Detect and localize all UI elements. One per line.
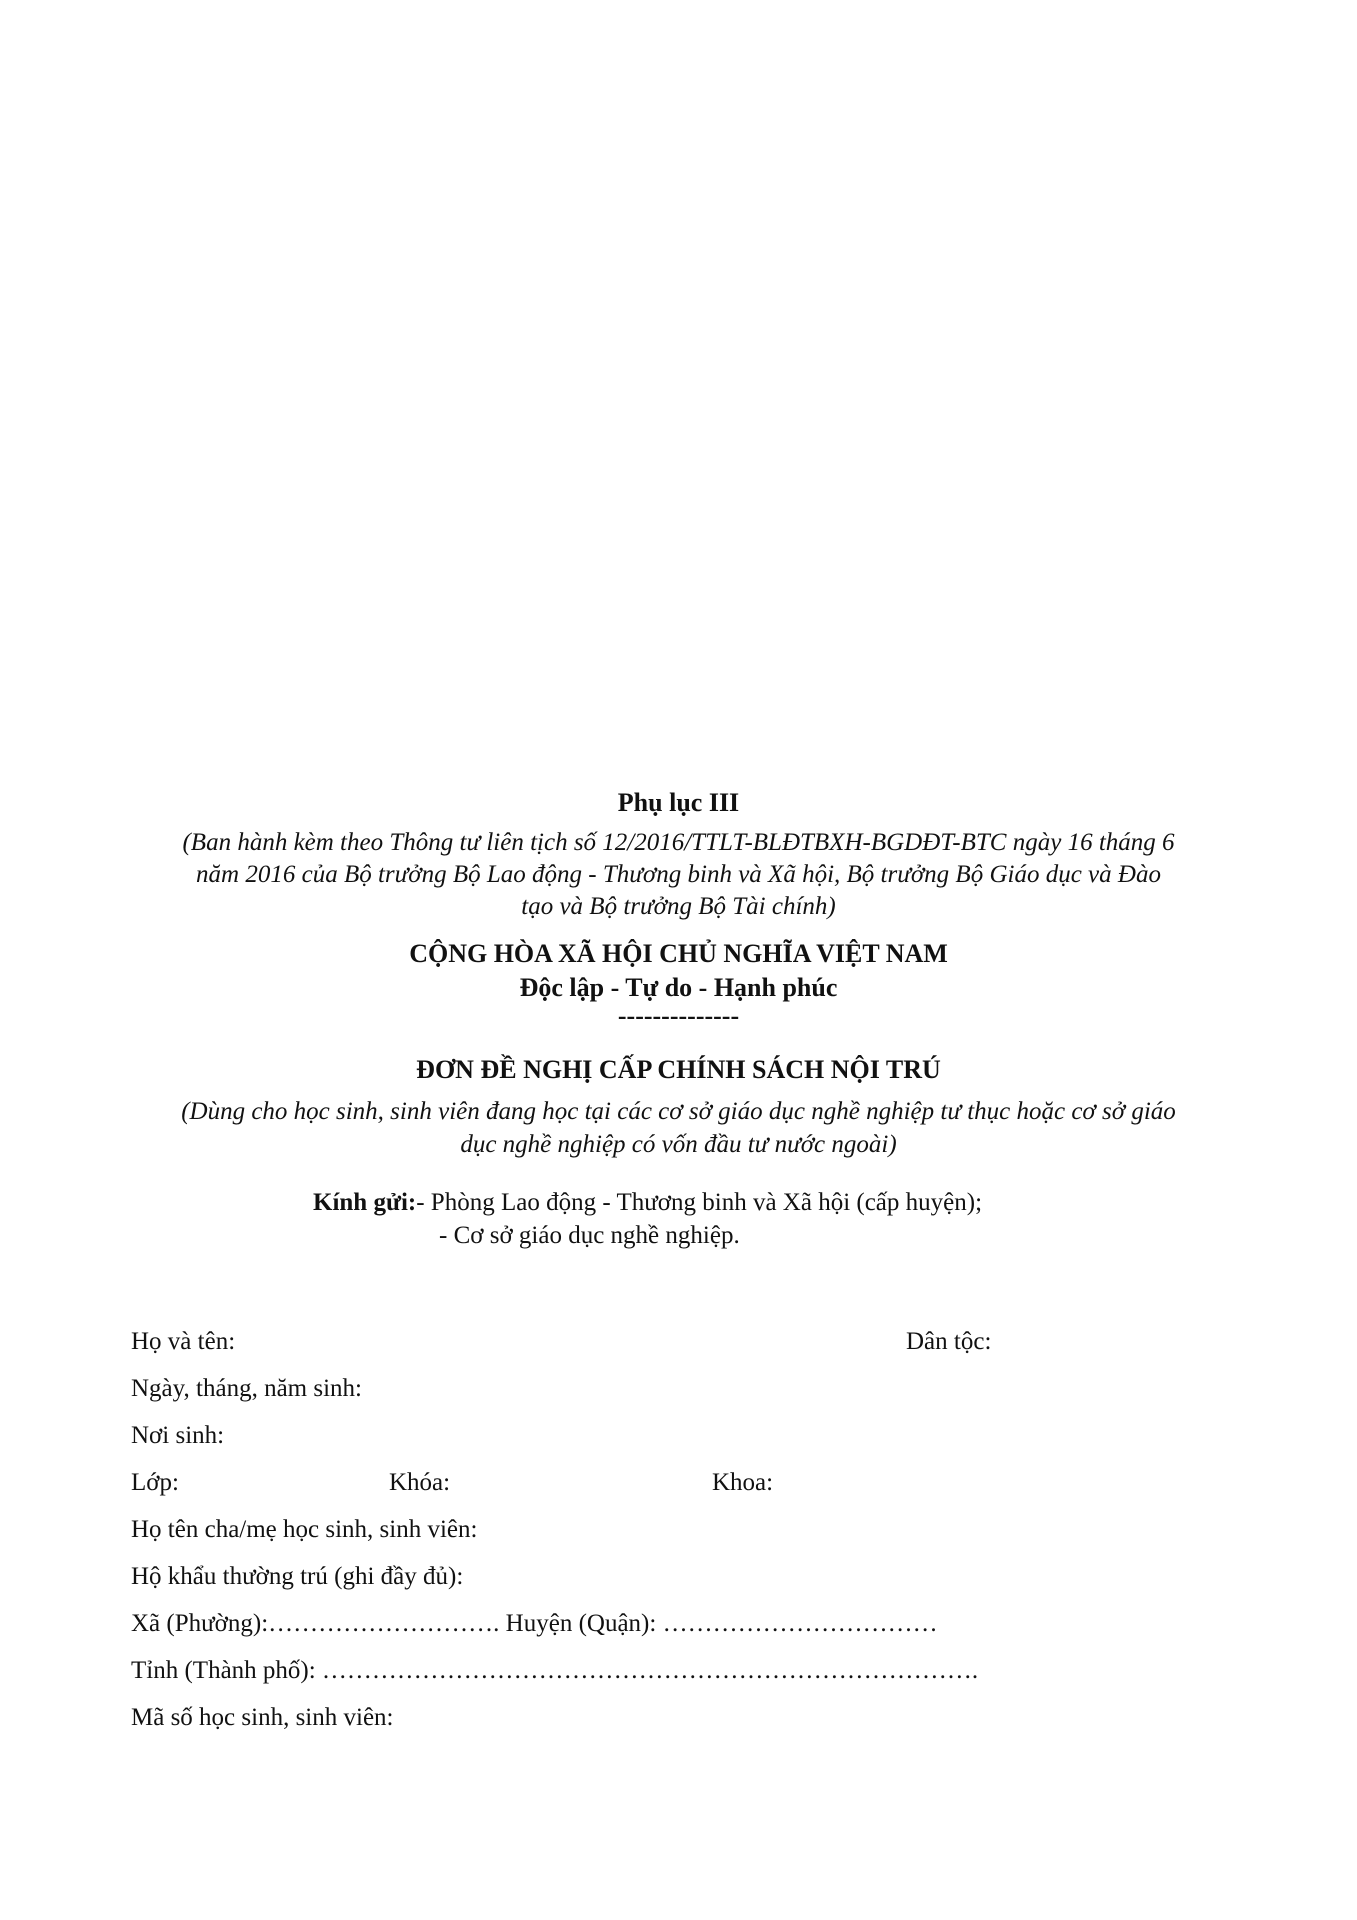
addressee-label: Kính gửi:	[313, 1189, 417, 1216]
header-divider: --------------	[617, 1001, 740, 1030]
usage-note-line: dục nghề nghiệp có vốn đầu tư nước ngoài)	[460, 1131, 897, 1158]
usage-note-line: (Dùng cho học sinh, sinh viên đang học tại các cơ sở giáo dục nghề nghiệp tư thục hoặc cơ sở giáo	[181, 1098, 1176, 1125]
national-title: CỘNG HÒA XÃ HỘI CHỦ NGHĨA VIỆT NAM	[409, 939, 948, 968]
birth-date-label: Ngày, tháng, năm sinh:	[131, 1375, 362, 1402]
issued-note-line: tạo và Bộ trưởng Bộ Tài chính)	[521, 893, 836, 920]
class-label: Lớp:	[131, 1469, 179, 1496]
province-line: Tỉnh (Thành phố): …………………………………………………………………….	[131, 1657, 979, 1684]
residence-label: Hộ khẩu thường trú (ghi đầy đủ):	[131, 1563, 464, 1590]
course-label: Khóa:	[389, 1469, 451, 1496]
issued-note	[110, 827, 1247, 923]
birth-place-label: Nơi sinh:	[131, 1422, 225, 1449]
commune-district-line: Xã (Phường):………………………. Huyện (Quận): ……………………………	[131, 1610, 938, 1637]
addressee-line-2: - Cơ sở giáo dục nghề nghiệp.	[439, 1222, 740, 1249]
faculty-label: Khoa:	[712, 1469, 774, 1496]
student-id-label: Mã số học sinh, sinh viên:	[131, 1704, 394, 1731]
addressee-line-1: - Phòng Lao động - Thương binh và Xã hội (cấp huyện);	[416, 1189, 983, 1216]
parent-name-label: Họ tên cha/mẹ học sinh, sinh viên:	[131, 1516, 478, 1543]
appendix-title: Phụ lục III	[617, 788, 740, 817]
full-name-label: Họ và tên:	[131, 1328, 236, 1355]
issued-note-line: (Ban hành kèm theo Thông tư liên tịch số 12/2016/TTLT-BLĐTBXH-BGDĐT-BTC ngày 16 tháng 6	[182, 829, 1175, 856]
national-motto: Độc lập - Tự do - Hạnh phúc	[519, 973, 838, 1002]
issued-note-line: năm 2016 của Bộ trưởng Bộ Lao động - Thương binh và Xã hội, Bộ trưởng Bộ Giáo dục và Đào	[196, 861, 1161, 888]
ethnicity-label: Dân tộc:	[906, 1328, 992, 1355]
form-title: ĐƠN ĐỀ NGHỊ CẤP CHÍNH SÁCH NỘI TRÚ	[416, 1055, 941, 1084]
addressee-block	[313, 1186, 983, 1249]
usage-note	[110, 1095, 1247, 1161]
